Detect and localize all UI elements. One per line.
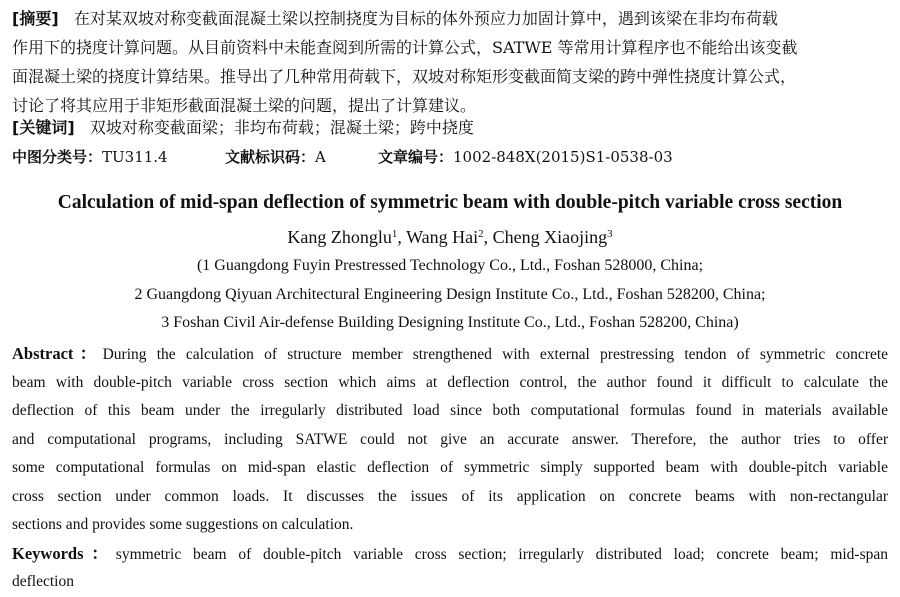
chinese-abstract-line-1: [12, 4, 888, 33]
author-name: Kang Zhonglu: [287, 227, 392, 247]
chinese-keywords-label: [关键词]: [12, 118, 75, 137]
english-abstract-separator: ：: [73, 344, 103, 363]
classification-row: [12, 145, 888, 169]
english-keywords-label: Keywords: [12, 543, 84, 563]
chinese-abstract-line-2: [12, 33, 888, 62]
clc-value: TU311.4: [102, 148, 168, 166]
english-abstract-text-1: During the calculation of structure member strengthened with external prestressing tendon of symmetric concrete: [102, 346, 888, 363]
clc-label: 中图分类号：: [12, 148, 103, 166]
chinese-abstract-text-2: 作用下的挠度计算问题。从目前资料中未能查阅到所需的计算公式，SATWE 等常用计算程序也不能给出该变截: [12, 38, 798, 57]
document-code: [225, 145, 378, 169]
english-abstract-line-4: [12, 426, 888, 455]
article-number: [378, 145, 673, 169]
english-abstract-text-5: some computational formulas on mid-span elastic deflection of symmetric simply supported beam with double-pitch variable: [12, 459, 888, 476]
english-abstract-line-6: [12, 483, 888, 512]
english-keywords-text-1: symmetric beam of double-pitch variable cross section; irregularly distributed load; concrete beam; mid-span: [115, 545, 888, 563]
english-title: Calculation of mid-span deflection of symmetric beam with double-pitch variable cross section: [57, 192, 843, 213]
author-list: Kang Zhonglu$^1$, Wang Hai$^2$, Cheng Xiaojing$^3$: [287, 227, 613, 247]
affiliation-1: (1 Guangdong Fuyin Prestressed Technology Co., Ltd., Foshan 528000, China;: [196, 257, 704, 274]
english-keywords-separator: ：: [83, 543, 116, 563]
chinese-abstract-label: [摘要]: [12, 9, 59, 28]
affiliation-2: 2 Guangdong Qiyuan Architectural Engineering Design Institute Co., Ltd., Foshan 528200, China;: [134, 286, 766, 303]
english-keywords-text-2: deflection: [12, 573, 74, 590]
clc-number: [12, 145, 225, 169]
article-number-label: 文章编号：: [378, 148, 454, 166]
chinese-keywords: [12, 116, 888, 140]
english-abstract-line-3: [12, 397, 888, 426]
document-code-label: 文献标识码：: [225, 148, 316, 166]
chinese-abstract-text-3: 面混凝土梁的挠度计算结果。推导出了几种常用荷载下，双坡对称矩形变截面简支梁的跨中弹性挠度计算公式，: [12, 67, 797, 86]
english-abstract-line-7: [12, 511, 888, 540]
chinese-abstract: [12, 4, 888, 120]
author-affiliation-mark: 3: [607, 228, 613, 240]
english-abstract-text-6: cross section under common loads. It discusses the issues of its application on concrete beams with non-rectangular: [12, 487, 888, 505]
chinese-keywords-text: 双坡对称变截面梁；非均布荷载；混凝土梁；跨中挠度: [89, 118, 474, 137]
author-affiliation-mark: 2: [478, 228, 484, 240]
english-abstract-text-2: beam with double-pitch variable cross section which aims at deflection control, the author found it difficult to calculate the: [12, 373, 888, 391]
english-abstract-text-3: deflection of this beam under the irregularly distributed load since both computational formulas found in materials available: [12, 402, 888, 419]
author-name: Cheng Xiaojing: [492, 227, 608, 247]
english-abstract-line-1: [12, 340, 888, 369]
english-abstract: [12, 340, 888, 597]
document-code-value: A: [315, 148, 326, 166]
english-keywords-line-2: [12, 568, 888, 597]
english-keywords-line-1: [12, 540, 888, 569]
english-abstract-text-4: and computational programs, including SATWE could not give an accurate answer. Therefore, the author tries to offer: [12, 430, 888, 448]
english-abstract-line-2: [12, 369, 888, 398]
author-name: Wang Hai: [406, 227, 479, 247]
author-affiliation-mark: 1: [391, 228, 398, 240]
chinese-abstract-line-3: [12, 62, 888, 91]
affiliation-3: 3 Foshan Civil Air-defense Building Designing Institute Co., Ltd., Foshan 528200, China): [161, 314, 739, 331]
chinese-abstract-text-4: 讨论了将其应用于非矩形截面混凝土梁的问题，提出了计算建议。: [12, 96, 477, 115]
english-abstract-text-7: sections and provides some suggestions on calculation.: [12, 516, 354, 533]
english-abstract-label: Abstract: [12, 344, 74, 363]
article-number-value: 1002-848X(2015)S1-0538-03: [453, 148, 673, 166]
chinese-abstract-text-1: 在对某双坡对称变截面混凝土梁以控制挠度为目标的体外预应力加固计算中，遇到该梁在非均布荷载: [73, 9, 778, 28]
english-abstract-line-5: [12, 454, 888, 483]
